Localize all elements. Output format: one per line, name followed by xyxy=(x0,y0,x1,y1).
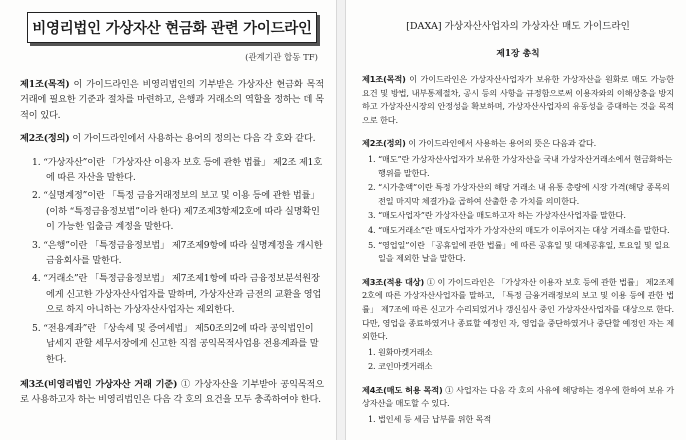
definition-item: 3. “매도사업자”란 가상자산을 매도하고자 하는 가상자산사업자를 말한다. xyxy=(368,210,626,221)
definition-item: 1. “가상자산”이란 「가상자산 이용자 보호 등에 관한 법률」 제2조 제1호에 따른 자산을 말한다. xyxy=(32,156,323,184)
chapter-heading: 제1장 총칙 xyxy=(496,49,540,59)
article-heading: 제2조(정의) xyxy=(362,138,406,149)
article-text: 이 가이드라인에서 사용하는 용어의 뜻은 다음과 같다. xyxy=(405,138,597,149)
article-heading: 제2조(정의) xyxy=(20,133,70,145)
right-document-page xyxy=(346,0,686,440)
article-heading: 제3조(비영리법인 가상자산 거래 기준) xyxy=(20,378,178,390)
definition-item: 5. “영업일”이란 「공휴일에 관한 법률」에 따른 공휴일 및 대체공휴일, 토요일 및 일요일을 제외한 날을 말한다. xyxy=(368,239,670,264)
article-text: ① 이 가이드라인은 「가상자산 이용자 보호 등에 관한 법률」 제2조제2호에 따른 가상자산사업자를 말하고, 「특정 금융거래정보의 보고 및 이용 등에 관한 법률」 제7조에 따른 신고가 수리되었거나 갱신심사 중인 가상자산사업자를 대상으로 한다. 다만, 영업을 종료하였거나 종료할 예정인 자, 영업을 중단하였거나 중단할 예정인 자는 제외한다. xyxy=(362,276,674,342)
definition-item: 5. “전용계좌”란 「상속세 및 증여세법」 제50조의2에 따라 공익법인이 납세지 관할 세무서장에게 신고한 직접 공익목적사업용 전용계좌를 말한다. xyxy=(32,322,319,365)
article-2 xyxy=(20,131,324,146)
document-byline: (관계기관 합동 TF) xyxy=(245,53,318,63)
article-4 xyxy=(362,384,674,411)
article-3 xyxy=(20,377,324,408)
article-text: ① 가상자산을 기부받아 공익목적으로 사용하고자 하는 비영리법인은 다음 각 호의 요건을 모두 충족하여야 한다. xyxy=(20,378,324,406)
article-2 xyxy=(362,137,674,151)
article-3 xyxy=(362,276,674,344)
definition-item: 4. “매도거래소”란 매도사업자가 가상자산의 매도가 이루어지는 대상 거래소를 말한다. xyxy=(368,224,670,235)
document-title: 비영리법인 가상자산 현금화 관련 가이드라인 xyxy=(27,12,317,43)
document-title: [DAXA] 가상자산사업자의 가상자산 매도 가이드라인 xyxy=(406,21,630,32)
definition-item: 4. “거래소”란 「특정금융정보법」 제7조제1항에 따라 금융정보분석원장에게 신고한 가상자산사업자를 말하며, 가상자산과 금전의 교환을 영업으로 하지 아니하는 가상자산사업자는 제외한다. xyxy=(32,273,322,316)
definition-item: 2. “시가총액”이란 특정 가상자산의 해당 거래소 내 유통 총량에 시장 가격(해당 종목의 전일 마지막 체결가)을 곱하여 산출한 총 가치를 의미한다. xyxy=(368,182,670,206)
article-text: ① 사업자는 다음 각 호의 사유에 해당하는 경우에 한하여 보유 가상자산을 매도할 수 있다. xyxy=(362,384,674,409)
list-item: 1. 원화마켓거래소 xyxy=(368,346,433,357)
article-1 xyxy=(20,77,324,123)
definition-item: 2. “실명계정”이란 「특정 금융거래정보의 보고 및 이용 등에 관한 법률」(이하 “특정금융정보법”이라 한다) 제7조제3항제2호에 따라 실명확인이 가능한 입출금 계정을 말한다. xyxy=(32,190,320,233)
article-text: 이 가이드라인은 가상자산사업자가 보유한 가상자산을 원화로 매도 가능한 요건 및 방법, 내부통제절차, 공시 등의 사항을 규정함으로써 이용자와의 이해상충을 방지하고 가상자산시장의 안정성을 확보하며, 가상자산사업자의 유동성을 증대하는 것을 목적으로 한다. xyxy=(362,74,674,125)
article-heading: 제3조(적용 대상) xyxy=(362,276,425,287)
list-item: 1. 법인세 등 세금 납부를 위한 목적 xyxy=(368,414,492,425)
article-text: 이 가이드라인은 비영리법인의 기부받은 가상자산 현금화 목적 거래에 필요한 기준과 절차를 마련하고, 은행과 거래소의 역할을 정하는 데 목적이 있다. xyxy=(20,79,324,121)
definition-item: 3. “은행”이란 「특정금융정보법」 제7조제9항에 따라 실명계정을 개시한 금융회사를 말한다. xyxy=(32,239,323,267)
article-1 xyxy=(362,73,674,127)
list-item: 2. 코인마켓거래소 xyxy=(368,361,433,372)
article-heading: 제4조(매도 허용 목적) xyxy=(362,384,443,395)
left-document-page xyxy=(0,0,336,440)
article-heading: 제1조(목적) xyxy=(362,74,406,84)
definition-item: 1. “매도”란 가상자산사업자가 보유한 가상자산을 국내 가상자산거래소에서 현금화하는 행위를 말한다. xyxy=(368,153,673,178)
page-divider xyxy=(336,0,346,440)
article-heading: 제1조(목적) xyxy=(20,79,70,90)
article-text: 이 가이드라인에서 사용하는 용어의 정의는 다음 각 호와 같다. xyxy=(69,133,316,145)
